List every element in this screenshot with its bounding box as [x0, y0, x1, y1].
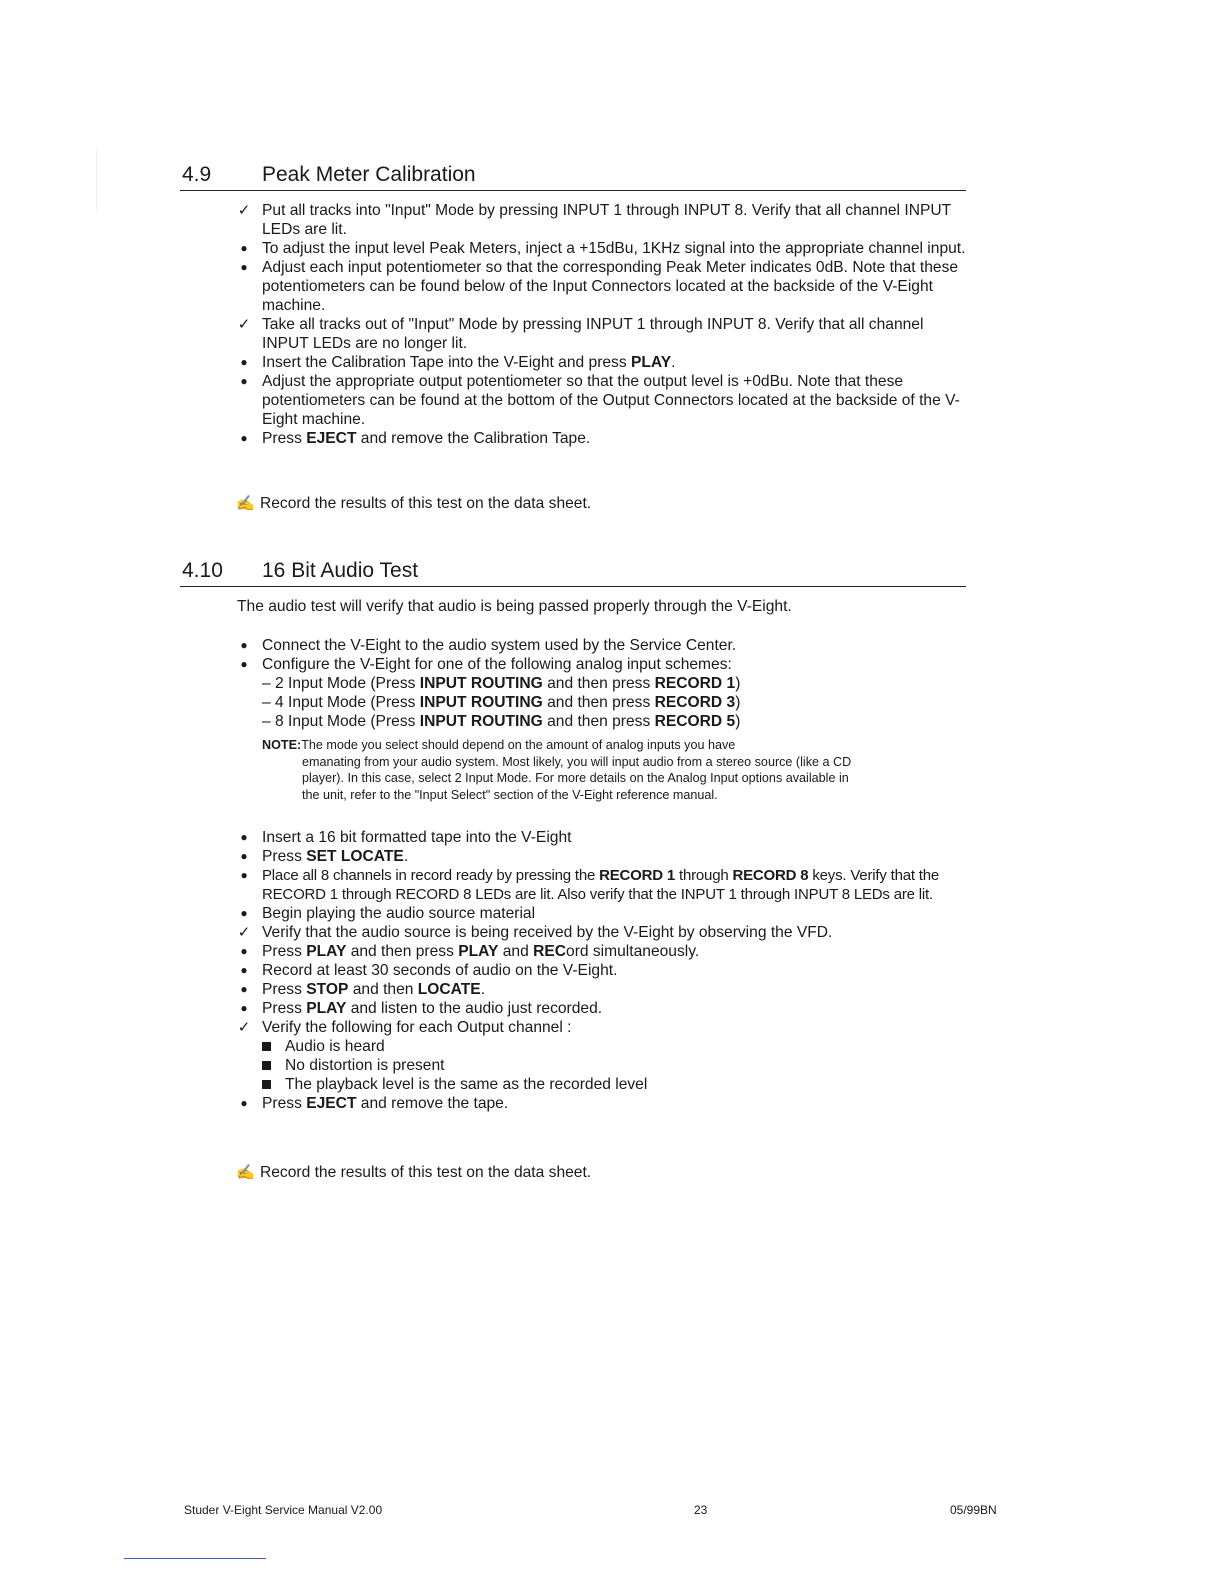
check-item: The playback level is the same as the recorded level [262, 1075, 972, 1094]
footer-document-title: Studer V-Eight Service Manual V2.00 [184, 1503, 383, 1517]
bullet-icon: ● [240, 374, 248, 388]
list-item: ● To adjust the input level Peak Meters, inject a +15dBu, 1KHz signal into the appropriate channel input. [232, 239, 972, 258]
bullet-icon: ● [240, 963, 248, 977]
list-item: ● Begin playing the audio source material [232, 904, 972, 923]
footer-revision: 05/99BN [950, 1503, 997, 1517]
mode-option: – 8 Input Mode (Press INPUT ROUTING and then press RECORD 5) [262, 713, 741, 730]
mode-note: NOTE:The mode you select should depend on the amount of analog inputs you have emanating from your audio system. Most likely, you will input audio from a stereo source (like a CD player). In this case, select 2 Input Mode. For more details on the Analog Input options available in the unit, refer to the "Input Select" section of the V-Eight reference manual. [262, 737, 862, 803]
square-bullet-icon [262, 1042, 271, 1051]
bullet-icon: ● [240, 1001, 248, 1015]
check-item: Audio is heard [262, 1037, 972, 1056]
audio-test-steps-list-a [232, 636, 972, 731]
record-results-note: ✍ Record the results of this test on the data sheet. [236, 1164, 592, 1181]
square-bullet-icon [262, 1080, 271, 1089]
check-item: No distortion is present [262, 1056, 972, 1075]
bullet-icon: ● [240, 355, 248, 369]
bullet-icon: ● [240, 1096, 248, 1110]
bullet-icon: ● [240, 944, 248, 958]
square-bullet-icon [262, 1061, 271, 1070]
bullet-icon: ● [240, 638, 248, 652]
check-icon: ✓ [237, 1019, 251, 1036]
note-continuation: emanating from your audio system. Most likely, you will input audio from a stereo source (like a CD player). In this case, select 2 Input Mode. For more details on the Analog Input options available in the unit, refer to the "Input Select" section of the V-Eight reference manual. [302, 754, 852, 802]
list-item: ● Connect the V-Eight to the audio system used by the Service Center. [232, 636, 972, 655]
section-number: 4.10 [182, 559, 223, 582]
bullet-icon: ● [240, 260, 248, 274]
list-item: ✓ Take all tracks out of "Input" Mode by pressing INPUT 1 through INPUT 8. Verify that all channel INPUT LEDs are no longer lit. [232, 315, 972, 353]
section-heading-4-10 [180, 558, 966, 587]
check-icon: ✓ [237, 202, 251, 219]
list-item: ● Insert a 16 bit formatted tape into the V-Eight [232, 828, 972, 847]
calibration-steps-list [232, 201, 972, 448]
pen-icon: ✍ [236, 495, 255, 512]
list-item: ● Press EJECT and remove the Calibration Tape. [232, 429, 972, 448]
section-intro: The audio test will verify that audio is being passed properly through the V-Eight. [237, 598, 792, 615]
list-item: ● Press STOP and then LOCATE. [232, 980, 972, 999]
check-icon: ✓ [237, 316, 251, 333]
bullet-icon: ● [240, 868, 248, 882]
list-item: ● Press PLAY and listen to the audio just recorded. [232, 999, 972, 1018]
section-title: Peak Meter Calibration [262, 163, 476, 186]
list-item: ✓ Put all tracks into "Input" Mode by pressing INPUT 1 through INPUT 8. Verify that all channel INPUT LEDs are lit. [232, 201, 972, 239]
page-edge-mark [96, 150, 97, 210]
bullet-icon: ● [240, 431, 248, 445]
bullet-icon: ● [240, 906, 248, 920]
pen-icon: ✍ [236, 1164, 255, 1181]
check-icon: ✓ [237, 924, 251, 941]
list-item: ● Insert the Calibration Tape into the V-Eight and press PLAY. [232, 353, 972, 372]
list-item: ● Press PLAY and then press PLAY and RECord simultaneously. [232, 942, 972, 961]
footer-page-number: 23 [694, 1503, 708, 1517]
bullet-icon: ● [240, 830, 248, 844]
mode-option: – 4 Input Mode (Press INPUT ROUTING and then press RECORD 3) [262, 694, 741, 711]
bullet-icon: ● [240, 241, 248, 255]
audio-test-steps-list-b [232, 828, 972, 1113]
list-item: ● Configure the V-Eight for one of the following analog input schemes: – 2 Input Mode (Press INPUT ROUTING and then press RECORD 1) – 4 Input Mode (Press INPUT ROUTING and then press RECORD 3) – 8 Input Mode (Press INPUT ROUTING and then press RECORD 5) [232, 655, 972, 731]
list-item: ● Press EJECT and remove the tape. [232, 1094, 972, 1113]
bullet-icon: ● [240, 657, 248, 671]
list-item: ● Adjust the appropriate output potentiometer so that the output level is +0dBu. Note that these potentiometers can be found at the bottom of the Output Connectors located at the backside of the V-Eight machine. [232, 372, 972, 429]
bullet-icon: ● [240, 982, 248, 996]
section-title: 16 Bit Audio Test [262, 559, 419, 582]
list-item: ● Place all 8 channels in record ready by pressing the RECORD 1 through RECORD 8 keys. Verify that the RECORD 1 through RECORD 8 LEDs are lit. Also verify that the INPUT 1 through INPUT 8 LEDs are lit. [232, 866, 972, 904]
record-results-note: ✍ Record the results of this test on the data sheet. [236, 495, 592, 512]
bullet-icon: ● [240, 849, 248, 863]
mode-option: – 2 Input Mode (Press INPUT ROUTING and then press RECORD 1) [262, 675, 741, 692]
note-label: NOTE: [262, 738, 302, 752]
list-item: ● Record at least 30 seconds of audio on the V-Eight. [232, 961, 972, 980]
list-item: ● Adjust each input potentiometer so that the corresponding Peak Meter indicates 0dB. Note that these potentiometers can be found below of the Input Connectors located at the backside of the V-Eight machine. [232, 258, 972, 315]
section-heading-4-9 [180, 162, 966, 191]
list-item: ✓ Verify that the audio source is being received by the V-Eight by observing the VFD. [232, 923, 972, 942]
list-item: ✓ Verify the following for each Output channel : Audio is heard No distortion is present The playback level is the same as the recorded level [232, 1018, 972, 1094]
section-number: 4.9 [182, 163, 212, 186]
footnote-rule [124, 1558, 266, 1559]
list-item: ● Press SET LOCATE. [232, 847, 972, 866]
